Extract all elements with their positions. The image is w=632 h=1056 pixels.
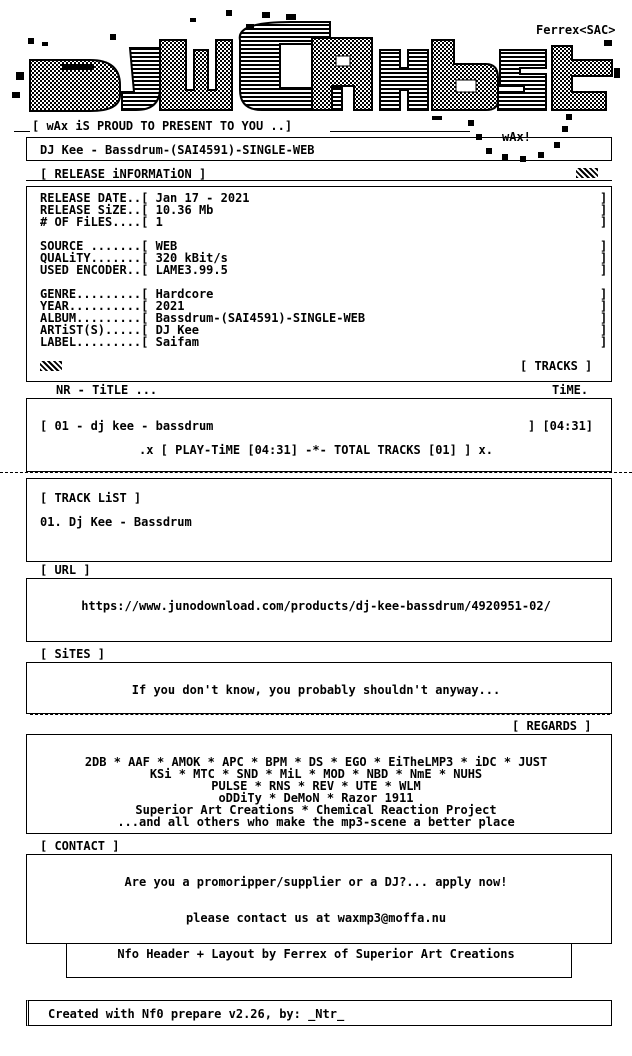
sites-header: [ SiTES ] [40,647,106,661]
field-quality: QUALiTY.......[ 320 kBit/s [40,251,228,265]
contact-apply: Are you a promoripper/supplier or a DJ?... apply now! [124,875,508,889]
regards-line: PULSE * RNS * REV * UTE * WLM [211,779,421,793]
ferrex-credit: Ferrex<SAC> [536,23,616,37]
tracks-header: [ TRACKS ] [520,359,593,373]
release-info-header: [ RELEASE iNFORMATiON ] [40,167,207,181]
field-artist: ARTiST(S).....[ DJ Kee [40,323,199,337]
regards-header: [ REGARDS ] [512,719,592,733]
created-line: Created with Nf0 prepare v2.26, by: _Ntr_ [48,1007,345,1021]
column-time: TiME. [552,383,589,397]
field-source: SOURCE .......[ WEB [40,239,178,253]
tracklist-item: 01. Dj Kee - Bassdrum [40,515,192,529]
regards-line: ...and all others who make the mp3-scene a better place [117,815,515,829]
regards-line: KSi * MTC * SND * MiL * MOD * NBD * NmE * NUHS [149,767,483,781]
track-row-title: [ 01 - dj kee - bassdrum [40,419,214,433]
field-num-files: # OF FiLES....[ 1 [40,215,163,229]
track-row-time: ] [04:31] [528,419,594,433]
present-line: [ wAx iS PROUD TO PRESENT TO YOU ..] [32,119,293,133]
tracks-box [26,398,612,472]
field-genre: GENRE.........[ Hardcore [40,287,214,301]
sites-text: If you don't know, you probably shouldn't anyway... [131,683,501,697]
url-header: [ URL ] [40,563,91,577]
field-release-size: RELEASE SiZE..[ 10.36 Mb [40,203,214,217]
field-album: ALBUM.........[ Bassdrum-(SAI4591)-SINGLE-WEB [40,311,366,325]
dj-wax-logo [0,0,632,120]
field-year: YEAR..........[ 2021 [40,299,185,313]
field-encoder: USED ENCODER..[ LAME3.99.5 [40,263,228,277]
field-label: LABEL.........[ Saifam [40,335,199,349]
field-release-date: RELEASE DATE..[ Jan 17 - 2021 [40,191,250,205]
contact-box [26,854,612,944]
release-title: DJ Kee - Bassdrum-(SAI4591)-SINGLE-WEB [40,143,315,157]
contact-email[interactable]: please contact us at waxmp3@moffa.nu [185,911,447,925]
regards-line: Superior Art Creations * Chemical Reaction Project [135,803,497,817]
regards-line: 2DB * AAF * AMOK * APC * BPM * DS * EGO * EiTheLMP3 * iDC * JUST [84,755,548,769]
column-nr-title: NR - TiTLE ... [56,383,158,397]
regards-line: oDDiTy * DeMoN * Razor 1911 [218,791,414,805]
url-link[interactable]: https://www.junodownload.com/products/dj-kee-bassdrum/4920951-02/ [81,599,551,613]
layout-credit: Nfo Header + Layout by Ferrex of Superior Art Creations [117,947,515,961]
pattern-block [576,168,598,178]
contact-header: [ CONTACT ] [40,839,120,853]
tracklist-header: [ TRACK LiST ] [40,491,142,505]
wax-tag: wAx! [502,130,531,144]
pattern-block [40,361,62,371]
playtime-line: .x [ PLAY-TiME [04:31] -*- TOTAL TRACKS [01] ] x. [138,443,493,457]
